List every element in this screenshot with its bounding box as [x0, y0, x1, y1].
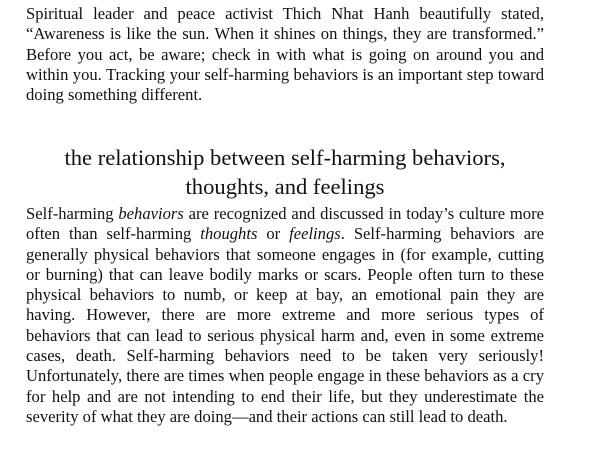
body-text-part-4: . Self-harming behaviors are generally physical behaviors that someone engages in (for example, cutting or burning) that can leave bodily marks or scars. People often turn to these physical behaviors to numb, or keep at bay, an emotional pain they are having. However, there are more extreme and more serious types of behaviors that can lead to serious physical harm and, even in some extreme cases, death. Self-harming behaviors need to be taken very seriously! Unfortunately, there are times when people engage in these behaviors as a cry for help and are not intending to end their life, but they underestimate the severity of what they are doing—and their actions can still lead to death. — [26, 224, 544, 426]
emphasis-feelings: feelings — [289, 224, 341, 244]
emphasis-behaviors: behaviors — [118, 204, 184, 223]
section-heading-line-1: the relationship between self-harming behaviors, — [64, 145, 506, 170]
section-heading-line-2: thoughts, and feelings — [185, 173, 385, 199]
section-heading — [20, 144, 550, 201]
emphasis-thoughts: thoughts — [200, 224, 258, 244]
intro-paragraph: Spiritual leader and peace activist Thich Nhat Hanh beautifully stated, “Awareness is like the sun. When it shines on things, they are transformed.” Before you act, be aware; check in with what is going on around you and within you. Tracking your self-harming behaviors is an important step toward doing something different. — [26, 4, 544, 105]
body-text-part-1: Self-harming — [26, 204, 119, 223]
body-text-part-2: are recognized and discussed in today’s culture more often than self-harming — [26, 204, 544, 244]
body-paragraph — [26, 204, 544, 427]
body-text-part-3: or — [257, 224, 290, 244]
